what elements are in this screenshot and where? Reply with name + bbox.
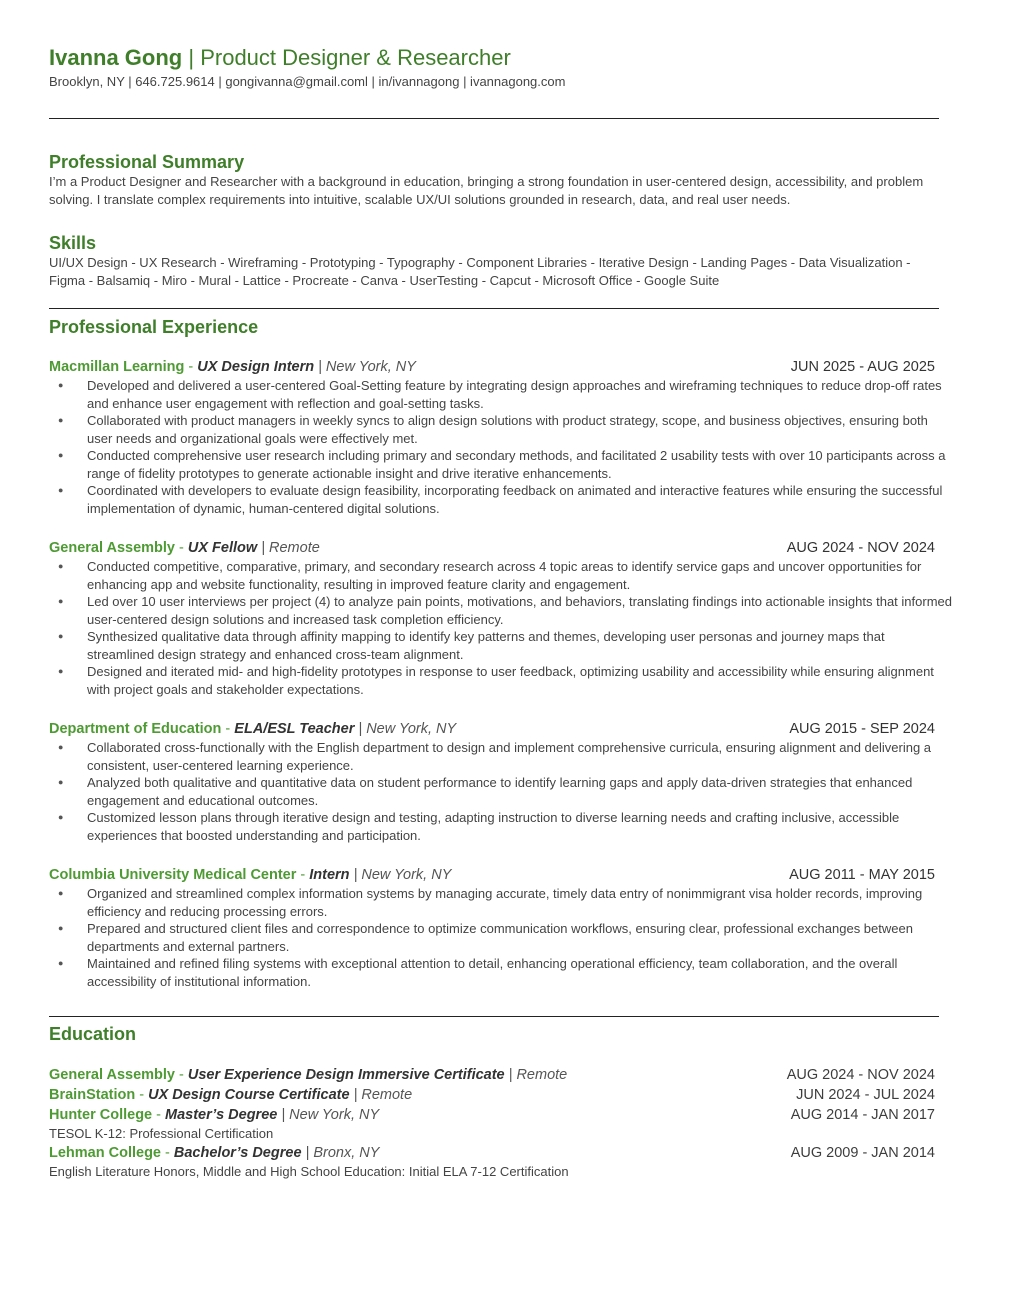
education-entry: General Assembly - User Experience Design Immersive Certificate | Remote AUG 2024 - NOV 2024 <box>49 1067 935 1083</box>
job-header: Macmillan Learning - UX Design Intern | New York, NY JUN 2025 - AUG 2025 <box>49 359 935 375</box>
education-location: Remote <box>361 1087 413 1103</box>
education-institution: Lehman College <box>49 1145 161 1161</box>
education-note: TESOL K-12: Professional Certification <box>49 1126 274 1141</box>
job-location: New York, NY <box>361 867 452 883</box>
contact-line: Brooklyn, NY | 646.725.9614 | gongivanna@gmail.coml | in/ivannagong | ivannagong.com <box>49 74 566 89</box>
job-role: Intern <box>309 867 350 883</box>
education-list <box>49 1065 949 1181</box>
divider <box>49 1016 939 1017</box>
resume-page <box>49 44 952 1181</box>
job-role: UX Design Intern <box>197 359 315 375</box>
job-dates: AUG 2024 - NOV 2024 <box>786 540 935 556</box>
job-header: General Assembly - UX Fellow | Remote AUG 2024 - NOV 2024 <box>49 540 935 556</box>
job-bullets <box>49 558 952 698</box>
header-name-line <box>49 44 949 72</box>
education-credential: UX Design Course Certificate <box>148 1087 350 1103</box>
job-dates: JUN 2025 - AUG 2025 <box>790 359 935 375</box>
job-entry <box>49 720 949 844</box>
job-role: UX Fellow <box>187 540 258 556</box>
job-organization: Columbia University Medical Center <box>49 867 297 883</box>
job-bullet: ● Synthesized qualitative data through affinity mapping to identify key patterns and themes, developing user personas and journey maps that streamlined design strategy and enhanced cross-team alignment. <box>49 628 953 663</box>
candidate-title: Product Designer & Researcher <box>200 45 511 70</box>
job-location: Remote <box>269 540 320 556</box>
job-bullet: ● Maintained and refined filing systems with exceptional attention to detail, enhancing operational efficiency, team collaboration, and the overall accessibility of institutional information. <box>49 955 953 990</box>
education-entry: BrainStation - UX Design Course Certificate | Remote JUN 2024 - JUL 2024 <box>49 1087 935 1103</box>
job-dates: AUG 2011 - MAY 2015 <box>789 867 935 883</box>
job-organization: Macmillan Learning <box>49 359 185 375</box>
job-bullet: ● Customized lesson plans through iterative design and testing, adapting instruction to diverse learning needs and crafting inclusive, accessible experiences that boosted understanding and participation. <box>49 809 953 844</box>
job-bullet: ● Conducted comprehensive user research including primary and secondary methods, and facilitated 2 usability tests with over 10 participants across a range of fidelity prototypes to generate actionable insight and drive iterative enhancements. <box>49 447 953 482</box>
divider <box>49 308 939 309</box>
job-organization: General Assembly <box>49 540 175 556</box>
job-role: ELA/ESL Teacher <box>234 721 355 737</box>
education-entry: Hunter College - Master’s Degree | New York, NY AUG 2014 - JAN 2017 <box>49 1107 935 1123</box>
experience-list <box>49 358 952 990</box>
education-institution: Hunter College <box>49 1107 153 1123</box>
education-institution: General Assembly <box>49 1067 175 1083</box>
skills-line-1: UI/UX Design - UX Research - Wireframing - Prototyping - Typography - Component Libraries - Iterative Design - Landing Pages - Data Visualization - <box>49 255 911 270</box>
education-entry: Lehman College - Bachelor’s Degree | Bronx, NY AUG 2009 - JAN 2014 <box>49 1145 935 1161</box>
job-header: Department of Education - ELA/ESL Teacher | New York, NY AUG 2015 - SEP 2024 <box>49 721 935 737</box>
job-bullets <box>49 885 949 990</box>
education-credential: Bachelor’s Degree <box>173 1145 302 1161</box>
experience-heading: Professional Experience <box>49 317 259 337</box>
job-header: Columbia University Medical Center - Intern | New York, NY AUG 2011 - MAY 2015 <box>49 867 935 883</box>
education-credential: User Experience Design Immersive Certificate <box>187 1067 505 1083</box>
education-location: Remote <box>516 1067 568 1083</box>
job-bullets <box>49 739 949 844</box>
job-bullet: ● Led over 10 user interviews per project (4) to analyze pain points, motivations, and behaviors, translating findings into actionable insights that informed user-centered design solutions and increased task completion efficiency. <box>49 593 953 628</box>
job-bullet: ● Designed and iterated mid- and high-fidelity prototypes in response to user feedback, optimizing usability and accessibility while ensuring alignment with project goals and stakeholder expectations. <box>49 663 953 698</box>
education-dates: AUG 2024 - NOV 2024 <box>786 1067 935 1083</box>
job-bullet: ● Collaborated with product managers in weekly syncs to align design solutions with product strategy, scope, and business objectives, ensuring both user needs and organizational goals were effectively met. <box>49 412 953 447</box>
job-dates: AUG 2015 - SEP 2024 <box>789 721 935 737</box>
job-bullet: ● Organized and streamlined complex information systems by managing accurate, timely data entry of nonimmigrant visa holder records, improving efficiency and reducing processing errors. <box>49 885 953 920</box>
skills-heading: Skills <box>49 233 97 253</box>
education-credential: Master’s Degree <box>165 1107 278 1123</box>
job-bullet: ● Prepared and structured client files and correspondence to optimize communication workflows, ensuring clear, professional exchanges between departments and external partners. <box>49 920 953 955</box>
summary-text: I’m a Product Designer and Researcher with a background in education, bringing a strong foundation in user-centered design, accessibility, and problem solving. I translate complex requirements into intuitive, scalable UX/UI solutions grounded in research, data, and real user needs. <box>49 174 924 207</box>
education-location: New York, NY <box>289 1107 380 1123</box>
education-dates: JUN 2024 - JUL 2024 <box>796 1087 935 1103</box>
skills-line-2: Figma - Balsamiq - Miro - Mural - Lattice - Procreate - Canva - UserTesting - Capcut - Microsoft Office - Google Suite <box>49 273 720 288</box>
job-bullet: ● Conducted competitive, comparative, primary, and secondary research across 4 topic areas to identify service gaps and uncover opportunities for enhancing app and website functionality, resulting in improved feature clarity and engagement. <box>49 558 953 593</box>
job-bullet: ● Analyzed both qualitative and quantitative data on student performance to identify learning gaps and apply data-driven strategies that enhanced engagement and educational outcomes. <box>49 774 953 809</box>
candidate-name: Ivanna Gong <box>49 45 183 70</box>
education-dates: AUG 2009 - JAN 2014 <box>790 1145 935 1161</box>
job-bullet: ● Developed and delivered a user-centered Goal-Setting feature by integrating design approaches and wireframing techniques to reduce drop-off rates and enhance user engagement with reflection and goal-setting tasks. <box>49 377 953 412</box>
education-heading: Education <box>49 1024 137 1044</box>
job-location: New York, NY <box>325 359 416 375</box>
job-location: New York, NY <box>366 721 457 737</box>
job-bullet: ● Collaborated cross-functionally with the English department to design and implement comprehensive curricula, ensuring alignment and delivering a consistent, user-centered learning experience. <box>49 739 953 774</box>
job-entry <box>49 866 949 990</box>
education-location: Bronx, NY <box>313 1145 380 1161</box>
education-note: English Literature Honors, Middle and High School Education: Initial ELA 7-12 Certification <box>49 1164 569 1179</box>
header-separator: | <box>182 45 201 70</box>
job-entry <box>49 358 949 517</box>
job-entry <box>49 539 952 698</box>
summary-heading: Professional Summary <box>49 152 245 172</box>
education-institution: BrainStation <box>49 1087 136 1103</box>
education-dates: AUG 2014 - JAN 2017 <box>790 1107 935 1123</box>
job-bullet: ● Coordinated with developers to evaluate design feasibility, incorporating feedback on animated and interactive features while ensuring the successful implementation of dynamic, human-centered digital solutions. <box>49 482 953 517</box>
job-bullets <box>49 377 949 517</box>
divider <box>49 118 939 119</box>
job-organization: Department of Education <box>49 721 222 737</box>
